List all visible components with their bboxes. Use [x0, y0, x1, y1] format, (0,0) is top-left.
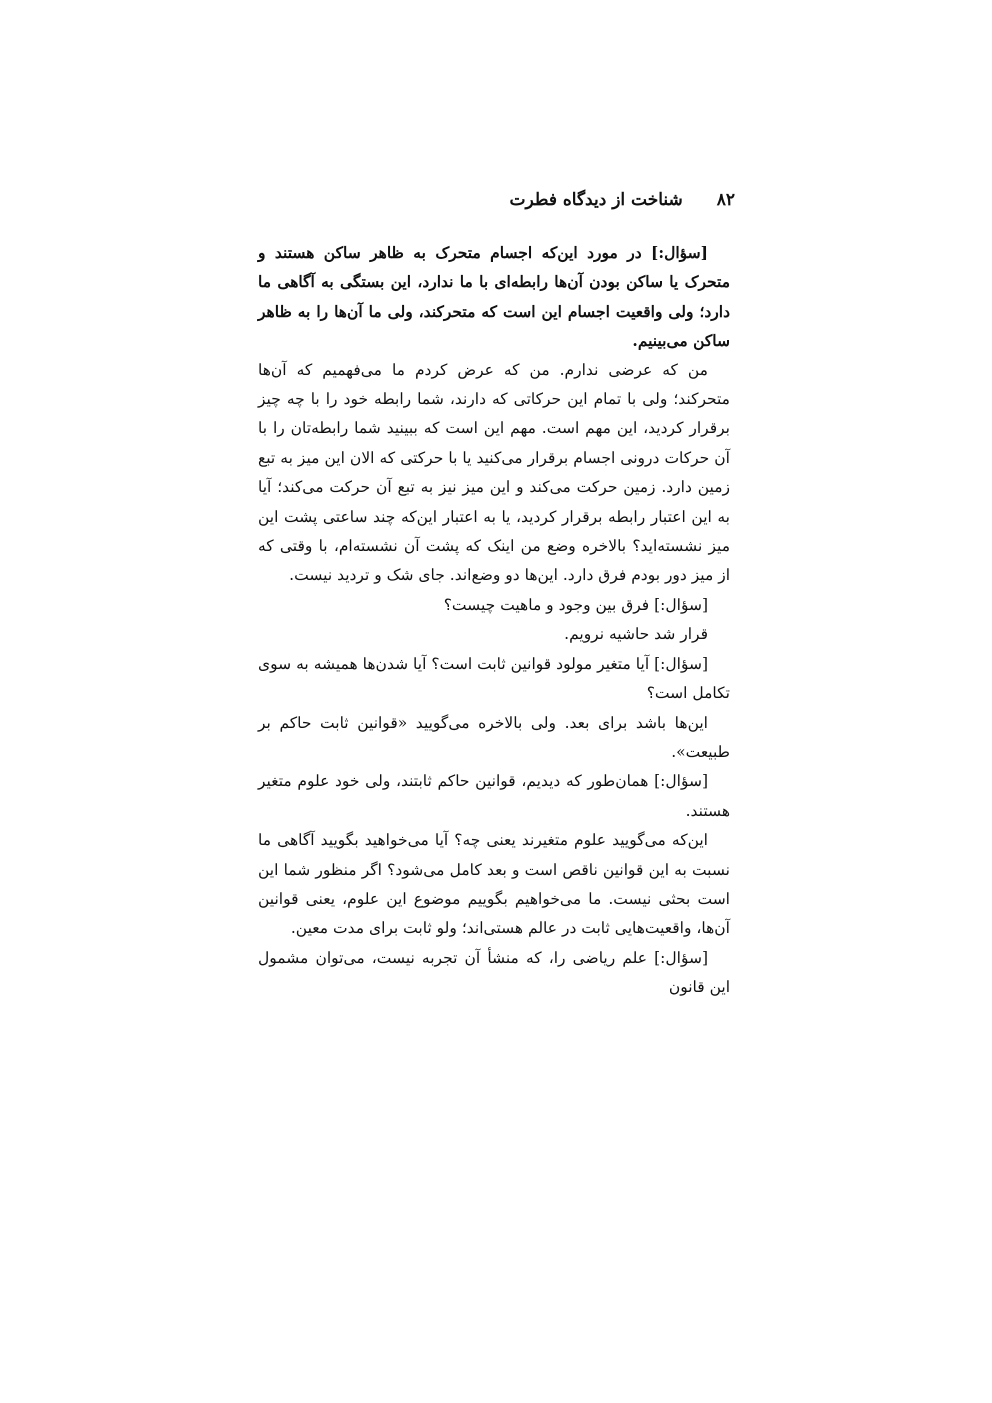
paragraph-answer: این‌که می‌گویید علوم متغیرند یعنی چه؟ آیا می‌خواهید بگویید آگاهی ما نسبت به این قوانین ناقص است و بعد کامل می‌شود؟ اگر منظور شما این است بحثی نیست. ما می‌خواهیم بگوییم موضوع این علوم، یعنی قوانین آن‌ها، واقعیت‌هایی ثابت در عالم هستی‌اند؛ ولو ثابت برای مدت معین.	[258, 831, 730, 938]
paragraph-question: [سؤال:] همان‌طور که دیدیم، قوانین حاکم ثابتند، ولی خود علوم متغیر هستند.	[258, 772, 730, 820]
body-text	[258, 238, 730, 1003]
running-header	[270, 190, 735, 210]
paragraph-answer: قرار شد حاشیه نرویم.	[564, 625, 708, 644]
paragraph-answer: من که عرضی ندارم. من که عرض کردم ما می‌فهمیم که آن‌ها متحرکند؛ ولی با تمام این حرکاتی که دارند، شما رابطه خود را با چه چیز برقرار کردید، این مهم است. مهم این است که ببینید شما رابطه‌تان را با آن حرکات درونی اجسام برقرار می‌کنید یا با حرکتی که الان این میز به تبع زمین دارد. زمین حرکت می‌کند و این میز نیز به تبع آن حرکت می‌کند؛ آیا به این اعتبار رابطه برقرار کردید، یا به اعتبار این‌که چند ساعتی پشت این میز نشسته‌اید؟ بالاخره وضع من اینک که پشت آن نشسته‌ام، با وقتی که از میز دور بودم فرق دارد. این‌ها دو وضع‌اند. جای شک و تردید نیست.	[258, 360, 730, 585]
paragraph-question: [سؤال:] فرق بین وجود و ماهیت چیست؟	[443, 595, 708, 614]
book-title: شناخت از دیدگاه فطرت	[509, 190, 683, 210]
paragraph-question: [سؤال:] در مورد این‌که اجسام متحرک به ظاهر ساکن هستند و متحرک یا ساکن بودن آن‌ها رابطه‌ای با ما ندارد، این بستگی به آگاهی ما دارد؛ ولی واقعیت اجسام این است که متحرکند، ولی ما آن‌ها را به ظاهر ساکن می‌بینیم.	[258, 243, 730, 351]
paragraph-question: [سؤال:] علم ریاضی را، که منشأ آن تجربه نیست، می‌توان مشمول این قانون	[258, 948, 730, 997]
paragraph-answer: این‌ها باشد برای بعد. ولی بالاخره می‌گویید «قوانین ثابت حاکم بر طبیعت».	[258, 713, 730, 761]
page-number: ۸۲	[716, 190, 735, 210]
paragraph-question: [سؤال:] آیا متغیر مولود قوانین ثابت است؟ آیا شدن‌ها همیشه به سوی تکامل است؟	[258, 654, 730, 703]
